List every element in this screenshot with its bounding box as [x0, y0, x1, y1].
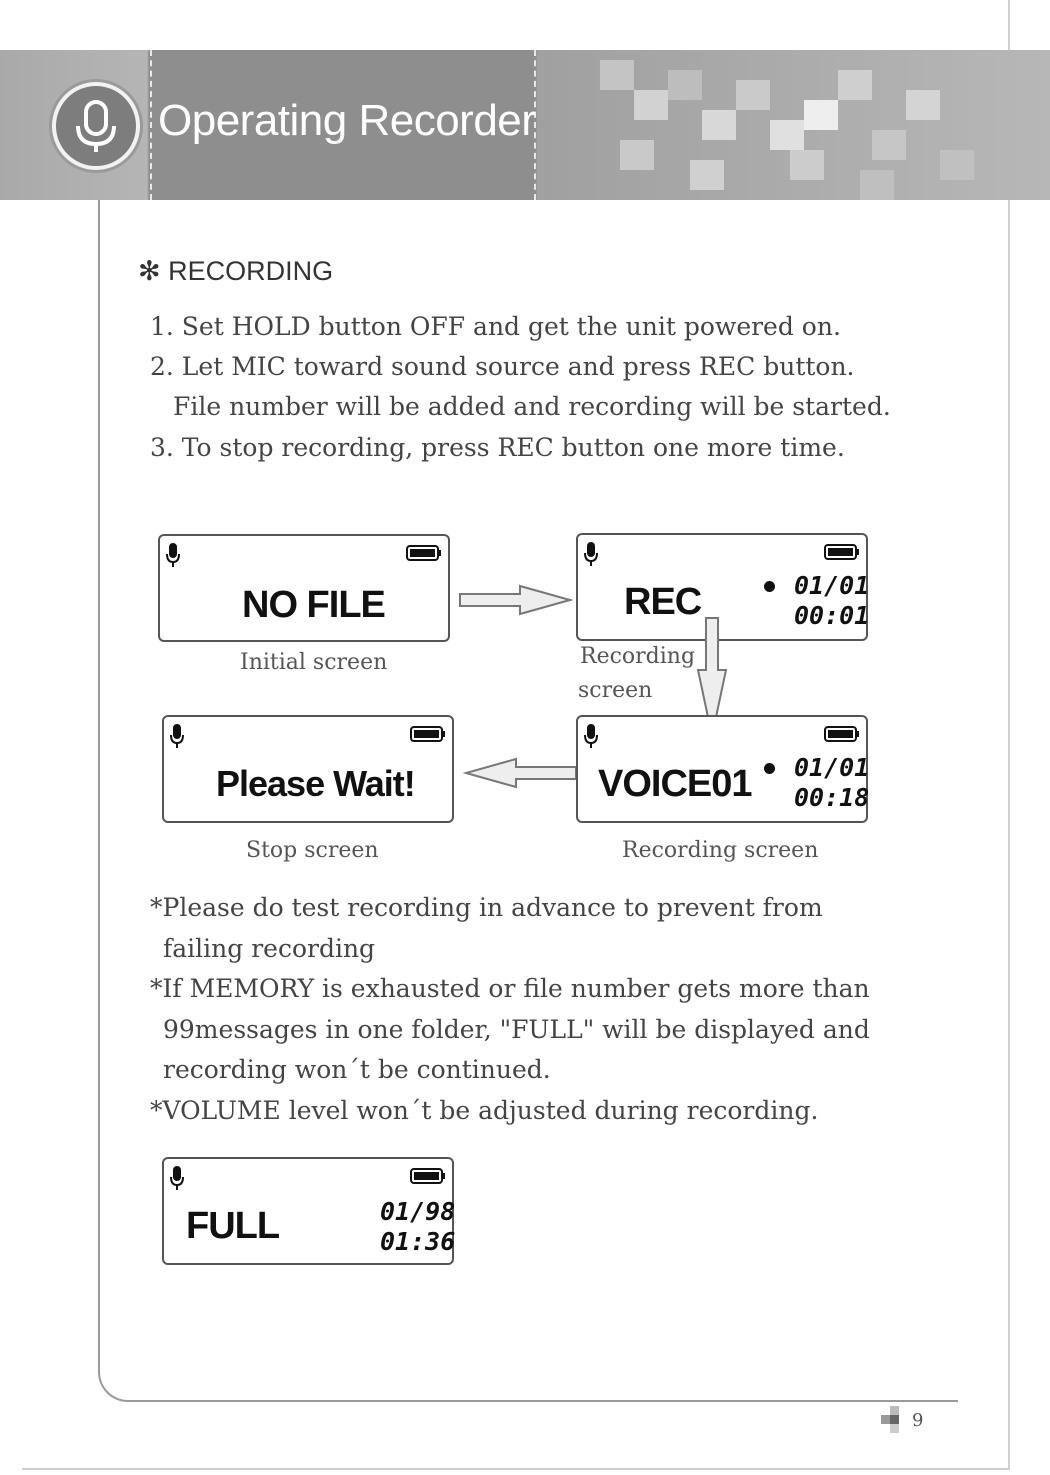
mic-icon [584, 723, 598, 749]
page-title: Operating Recorder [158, 96, 536, 145]
mic-icon [170, 1165, 184, 1191]
lcd-full-text: FULL [186, 1205, 280, 1247]
caption-recording-line2: screen [578, 678, 653, 703]
arrow-right-icon [458, 584, 574, 616]
lcd-rec-text: REC [624, 581, 702, 623]
lcd-file-counter: 01/98 [380, 1197, 456, 1226]
battery-icon [824, 725, 860, 743]
battery-icon [410, 1167, 446, 1185]
record-dot-icon [764, 581, 775, 592]
battery-icon [406, 544, 442, 562]
lcd-elapsed-time: 01:36 [380, 1227, 456, 1256]
note-3: *VOLUME level won´t be adjusted during recording. [150, 1096, 819, 1125]
caption-recording-2: Recording screen [622, 838, 819, 863]
caption-stop: Stop screen [246, 838, 379, 863]
battery-icon [824, 543, 860, 561]
lcd-initial-screen [158, 534, 450, 642]
record-dot-icon [764, 763, 775, 774]
header-mosaic [560, 50, 1050, 200]
microphone-icon [52, 82, 140, 170]
section-heading: ✻ RECORDING [138, 256, 334, 286]
arrow-left-icon [462, 756, 578, 790]
lcd-elapsed-time: 00:01 [794, 601, 870, 630]
note-2-cont: 99messages in one folder, "FULL" will be displayed and [163, 1015, 870, 1044]
instruction-2: 2. Let MIC toward sound source and press REC button. [150, 352, 855, 381]
note-2-cont-2: recording won´t be continued. [163, 1055, 551, 1084]
page-number: 9 [912, 1410, 924, 1431]
mic-icon [584, 541, 598, 567]
instruction-1: 1. Set HOLD button OFF and get the unit powered on. [150, 312, 841, 341]
lcd-initial-text: NO FILE [242, 584, 385, 626]
lcd-voice-text: VOICE01 [598, 763, 752, 805]
mic-icon [166, 542, 180, 568]
caption-recording-line1: Recording [580, 644, 696, 669]
battery-icon [410, 725, 446, 743]
mic-icon [170, 723, 184, 749]
lcd-recording-screen-2 [576, 715, 868, 823]
lcd-file-counter: 01/01 [794, 753, 870, 782]
page-marker-icon [880, 1404, 908, 1440]
note-1-cont: failing recording [163, 934, 376, 963]
instruction-2-cont: File number will be added and recording will be started. [173, 392, 891, 421]
instruction-3: 3. To stop recording, press REC button one more time. [150, 433, 845, 462]
caption-initial: Initial screen [240, 650, 388, 675]
lcd-file-counter: 01/01 [794, 571, 870, 600]
note-2: *If MEMORY is exhausted or file number gets more than [150, 974, 870, 1003]
lcd-full-screen [162, 1157, 454, 1265]
lcd-stop-text: Please Wait! [216, 763, 415, 804]
lcd-elapsed-time: 00:18 [794, 783, 870, 812]
note-1: *Please do test recording in advance to prevent from [150, 893, 823, 922]
header-divider-left [150, 50, 152, 200]
lcd-stop-screen [162, 715, 454, 823]
